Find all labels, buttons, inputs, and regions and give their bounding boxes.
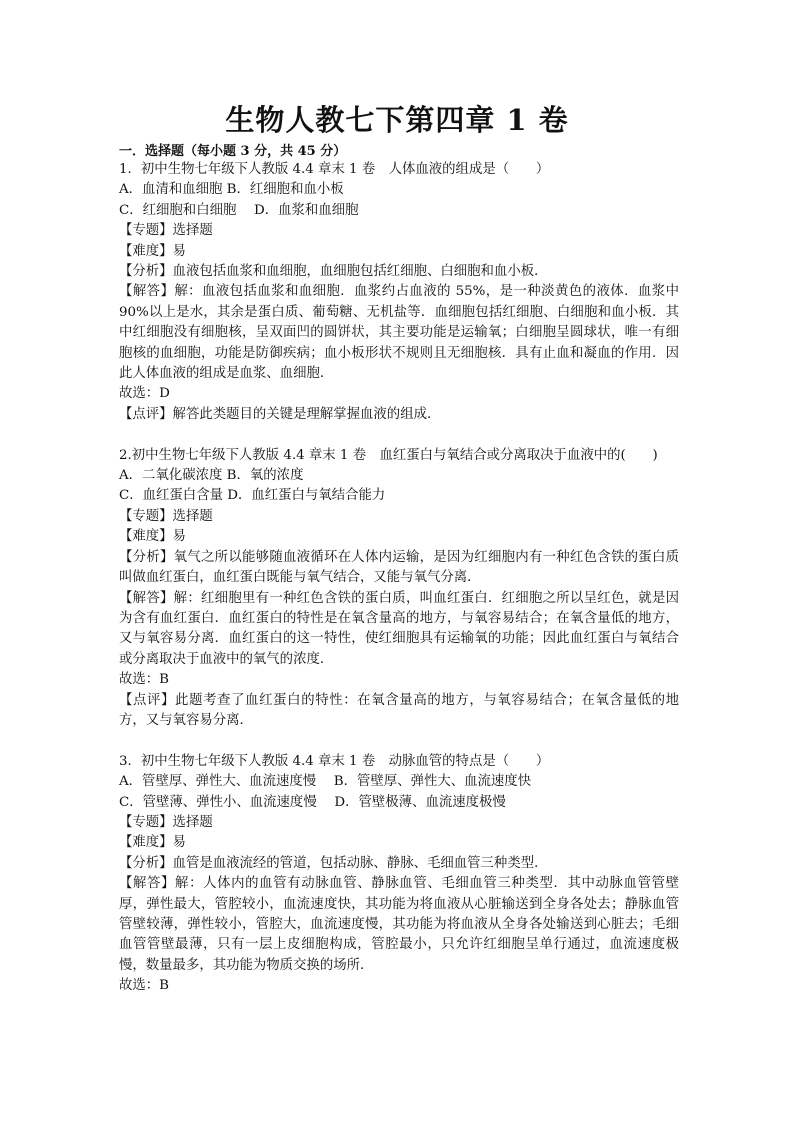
question-topic: 【专题】选择题: [119, 814, 213, 830]
question-comment: 【点评】此题考查了血红蛋白的特性：在氧含量高的地方，与氧容易结合；在氧含量低的地方，又与氧容易分离．: [119, 692, 679, 728]
question-options: C．红细胞和白细胞 D．血浆和血细胞: [119, 202, 359, 218]
question-difficulty: 【难度】易: [119, 529, 186, 545]
question-choice: 故选：B: [119, 672, 170, 688]
question-analysis: 【分析】血液包括血浆和血细胞，血细胞包括红细胞、白细胞和血小板．: [119, 264, 548, 280]
question-choice: 故选：B: [119, 978, 170, 994]
question-options: A．管壁厚、弹性大、血流速度慢 B．管壁厚、弹性大、血流速度快: [119, 774, 532, 790]
question-topic: 【专题】选择题: [119, 223, 213, 239]
spacer: [119, 425, 679, 445]
question-analysis: 【分析】氧气之所以能够随血液循环在人体内运输，是因为红细胞内有一种红色含铁的蛋白质叫做血红蛋白，血红蛋白既能与氧气结合，又能与氧气分离．: [119, 549, 679, 586]
question-list: [119, 160, 679, 997]
question-comment: 【点评】解答此类题目的关键是理解掌握血液的组成．: [119, 406, 441, 422]
question-answer: 【解答】解：红细胞里有一种红色含铁的蛋白质，叫血红蛋白．红细胞之所以呈红色，就是因为含有血红蛋白．血红蛋白的特性是在氧含量高的地方，与氧容易结合；在氧含量低的地方，又与氧容易分离．血红蛋白的这一特性，使红细胞具有运输氧的功能；因此血红蛋白与氧结合或分离取决于血液中的氧气的浓度．: [119, 590, 679, 667]
question-options: C．血红蛋白含量 D．血红蛋白与氧结合能力: [119, 488, 386, 504]
question-options: A．二氧化碳浓度 B．氧的浓度: [119, 468, 304, 484]
question-item: [119, 160, 679, 425]
question-difficulty: 【难度】易: [119, 835, 186, 851]
question-difficulty: 【难度】易: [119, 243, 186, 259]
question-analysis: 【分析】血管是血液流经的管道，包括动脉、静脉、毛细血管三种类型．: [119, 855, 548, 871]
section-heading: 一．选择题（每小题 3 分，共 45 分）: [119, 144, 347, 159]
question-topic: 【专题】选择题: [119, 508, 213, 524]
question-choice: 故选：D: [119, 386, 170, 402]
question-answer: 【解答】解：血液包括血浆和血细胞．血浆约占血液的 55%，是一种淡黄色的液体．血浆中 90%以上是水，其余是蛋白质、葡萄糖、无机盐等．血细胞包括红细胞、白细胞和血小板．其中红细胞没有细胞核，呈双面凹的圆饼状，其主要功能是运输氧；白细胞呈圆球状，唯一有细胞核的血细胞，功能是防御疾病；血小板形状不规则且无细胞核．具有止血和凝血的作用．因此人体血液的组成是血浆、血细胞．: [119, 284, 679, 382]
spacer: [119, 731, 679, 751]
question-answer: 【解答】解：人体内的血管有动脉血管、静脉血管、毛细血管三种类型．其中动脉血管管壁厚，弹性最大，管腔较小，血流速度快，其功能为将血液从心脏输送到全身各处去；静脉血管管壁较薄，弹性较小，管腔大，血流速度慢，其功能为将血液从全身各处输送到心脏去；毛细血管管壁最薄，只有一层上皮细胞构成，管腔最小，只允许红细胞呈单行通过，血流速度极慢，数量最多，其功能为物质交换的场所．: [119, 876, 679, 973]
document-title: 生物人教七下第四章 1 卷: [225, 103, 569, 137]
question-stem: 3．初中生物七年级下人教版 4.4 章末 1 卷 动脉血管的特点是（ ）: [119, 753, 550, 769]
question-item: [119, 752, 679, 997]
question-stem: 2.初中生物七年级下人教版 4.4 章末 1 卷 血红蛋白与氧结合或分离取决于血液中的( ): [119, 447, 658, 463]
question-item: [119, 446, 679, 732]
question-options: C．管壁薄、弹性小、血流速度慢 D．管壁极薄、血流速度极慢: [119, 794, 506, 810]
question-stem: 1．初中生物七年级下人教版 4.4 章末 1 卷 人体血液的组成是（ ）: [119, 162, 550, 177]
question-options: A．血清和血细胞 B．红细胞和血小板: [119, 182, 344, 198]
